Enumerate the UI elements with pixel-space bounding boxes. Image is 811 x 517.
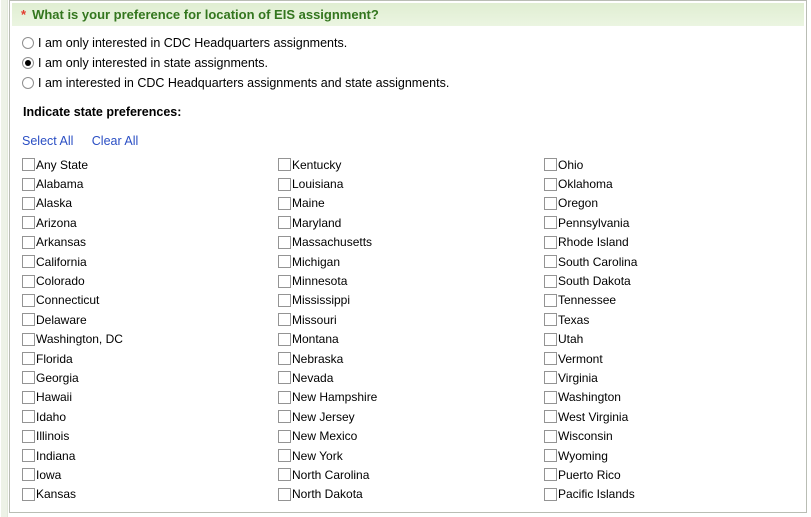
state-checkbox[interactable] <box>278 236 291 249</box>
state-checkbox-item[interactable] <box>22 252 278 271</box>
state-checkbox-label: Florida <box>36 351 73 366</box>
state-checkbox-label: Washington <box>558 390 621 405</box>
state-checkbox-item[interactable] <box>22 349 278 368</box>
state-checkbox[interactable] <box>278 158 291 171</box>
state-checkbox-label: North Carolina <box>292 467 370 482</box>
state-checkbox[interactable] <box>544 488 557 501</box>
state-column-2 <box>278 155 544 504</box>
state-checkbox-label: Oregon <box>558 196 599 211</box>
state-checkbox-item[interactable] <box>278 213 544 232</box>
state-checkbox-label: Wyoming <box>558 448 608 463</box>
state-checkbox[interactable] <box>544 430 557 443</box>
state-checkbox-label: North Dakota <box>292 487 363 502</box>
state-checkbox-label: Maryland <box>292 215 342 230</box>
radio-button[interactable] <box>22 77 34 89</box>
state-checkbox-item[interactable] <box>278 426 544 445</box>
state-checkbox-item[interactable] <box>278 252 544 271</box>
radio-button[interactable] <box>22 37 34 49</box>
state-checkbox[interactable] <box>544 294 557 307</box>
state-checkbox[interactable] <box>544 197 557 210</box>
state-checkbox-label: Washington, DC <box>36 332 123 347</box>
state-checkbox-label: Hawaii <box>36 390 73 405</box>
state-checkbox-label: New Jersey <box>292 409 355 424</box>
state-checkbox-label: Kansas <box>36 487 77 502</box>
state-checkbox-item[interactable] <box>22 330 278 349</box>
state-checkbox-item[interactable] <box>22 271 278 290</box>
state-checkbox-item[interactable] <box>278 310 544 329</box>
radio-button[interactable] <box>22 57 34 69</box>
state-checkbox-item[interactable] <box>544 291 794 310</box>
state-checkbox-item[interactable] <box>544 155 794 174</box>
state-checkbox[interactable] <box>22 468 35 481</box>
page-left-strip <box>1 0 8 517</box>
state-checkbox-item[interactable] <box>544 349 794 368</box>
state-checkbox[interactable] <box>22 313 35 326</box>
state-checkbox-item[interactable] <box>278 194 544 213</box>
state-checkbox-label: Montana <box>292 332 339 347</box>
state-checkbox[interactable] <box>22 178 35 191</box>
state-checkbox-item[interactable] <box>544 465 794 484</box>
state-checkbox[interactable] <box>544 352 557 365</box>
state-column-3 <box>544 155 794 504</box>
state-checkbox[interactable] <box>544 255 557 268</box>
state-checkbox-label: Any State <box>36 157 89 172</box>
state-checkbox-item[interactable] <box>278 233 544 252</box>
state-checkbox-label: West Virginia <box>558 409 629 424</box>
state-checkbox-label: South Carolina <box>558 254 638 269</box>
state-checkbox[interactable] <box>544 158 557 171</box>
state-checkbox-label: Massachusetts <box>292 235 373 250</box>
state-checkbox-item[interactable] <box>278 271 544 290</box>
state-checkbox[interactable] <box>22 410 35 423</box>
state-checkbox-item[interactable] <box>278 349 544 368</box>
clear-all-link[interactable]: Clear All <box>91 134 139 148</box>
radio-option-row[interactable] <box>22 33 806 53</box>
eis-assignment-preference-panel <box>9 0 807 513</box>
question-text: What is your preference for location of EIS assignment? <box>32 7 379 22</box>
radio-option-row[interactable] <box>22 73 806 93</box>
state-checkbox-label: Wisconsin <box>558 429 613 444</box>
state-checkbox[interactable] <box>278 449 291 462</box>
question-header <box>12 3 804 26</box>
state-checkbox-item[interactable] <box>544 174 794 193</box>
state-checkbox-label: Oklahoma <box>558 177 613 192</box>
state-checkbox-label: Virginia <box>558 370 598 385</box>
state-checkbox[interactable] <box>544 313 557 326</box>
state-checkbox-item[interactable] <box>544 426 794 445</box>
state-checkbox[interactable] <box>278 410 291 423</box>
state-checkbox-item[interactable] <box>22 388 278 407</box>
state-checkbox-item[interactable] <box>22 155 278 174</box>
state-checkbox-label: Alaska <box>36 196 73 211</box>
state-checkbox[interactable] <box>278 468 291 481</box>
state-checkbox[interactable] <box>544 371 557 384</box>
state-checkbox-label: Nevada <box>292 370 334 385</box>
state-checkbox-item[interactable] <box>278 368 544 387</box>
state-checkbox-item[interactable] <box>544 446 794 465</box>
state-checkbox-label: Delaware <box>36 312 87 327</box>
state-checkbox-label: Pacific Islands <box>558 487 635 502</box>
state-checkbox-label: Minnesota <box>292 274 348 289</box>
indicate-state-preferences-heading: Indicate state preferences: <box>23 105 182 119</box>
state-checkbox-item[interactable] <box>544 233 794 252</box>
state-checkbox-item[interactable] <box>278 330 544 349</box>
state-checkbox[interactable] <box>278 216 291 229</box>
state-checkbox-label: Kentucky <box>292 157 342 172</box>
assignment-preference-radio-group <box>22 33 806 93</box>
state-checkbox-label: New Mexico <box>292 429 358 444</box>
radio-option-row[interactable] <box>22 53 806 73</box>
state-checkbox-label: Missouri <box>292 312 337 327</box>
state-checkbox[interactable] <box>544 410 557 423</box>
state-checkbox-label: Arkansas <box>36 235 87 250</box>
state-checkbox-label: Idaho <box>36 409 67 424</box>
state-checkbox-label: Vermont <box>558 351 603 366</box>
state-checkbox[interactable] <box>22 294 35 307</box>
state-checkbox-item[interactable] <box>544 388 794 407</box>
state-checkbox-item[interactable] <box>278 465 544 484</box>
state-checkbox-label: Michigan <box>292 254 341 269</box>
state-checkbox-item[interactable] <box>278 174 544 193</box>
state-checkbox-item[interactable] <box>22 194 278 213</box>
state-checkbox-label: New Hampshire <box>292 390 378 405</box>
state-checkbox[interactable] <box>278 488 291 501</box>
state-checkbox[interactable] <box>278 313 291 326</box>
state-checkbox-item[interactable] <box>278 485 544 504</box>
state-checkbox[interactable] <box>22 197 35 210</box>
state-checkbox-item[interactable] <box>278 446 544 465</box>
required-asterisk: * <box>21 7 27 22</box>
state-checkbox-item[interactable] <box>22 310 278 329</box>
state-checkbox-item[interactable] <box>544 330 794 349</box>
state-checkbox-item[interactable] <box>22 291 278 310</box>
state-checkbox[interactable] <box>278 391 291 404</box>
state-checkbox-label: Iowa <box>36 467 62 482</box>
state-checkbox[interactable] <box>278 352 291 365</box>
state-checkbox[interactable] <box>22 371 35 384</box>
state-checkbox-item[interactable] <box>544 485 794 504</box>
state-checkbox-label: Georgia <box>36 370 79 385</box>
state-checkbox[interactable] <box>22 333 35 346</box>
state-checkbox[interactable] <box>22 216 35 229</box>
state-checkbox[interactable] <box>278 371 291 384</box>
state-checkbox-label: Colorado <box>36 274 85 289</box>
state-checkbox-label: Utah <box>558 332 584 347</box>
state-checkbox-label: Ohio <box>558 157 584 172</box>
state-checkbox[interactable] <box>278 430 291 443</box>
radio-option-label: I am only interested in state assignments. <box>38 56 268 70</box>
state-checkbox-label: Arizona <box>36 215 77 230</box>
state-checkbox[interactable] <box>544 178 557 191</box>
state-checkbox-item[interactable] <box>544 310 794 329</box>
state-checkbox[interactable] <box>544 449 557 462</box>
state-checkbox-label: Nebraska <box>292 351 344 366</box>
state-checkbox-item[interactable] <box>22 368 278 387</box>
state-checkbox-item[interactable] <box>544 194 794 213</box>
state-checkbox-item[interactable] <box>278 388 544 407</box>
state-checkbox[interactable] <box>22 488 35 501</box>
state-checkbox[interactable] <box>544 216 557 229</box>
state-checkbox-label: Texas <box>558 312 590 327</box>
state-checkbox-grid <box>22 155 806 504</box>
state-checkbox[interactable] <box>544 391 557 404</box>
state-checkbox-label: Alabama <box>36 177 84 192</box>
state-checkbox-item[interactable] <box>544 271 794 290</box>
state-checkbox-item[interactable] <box>22 407 278 426</box>
state-checkbox[interactable] <box>22 236 35 249</box>
state-checkbox[interactable] <box>22 391 35 404</box>
state-checkbox[interactable] <box>278 255 291 268</box>
state-checkbox[interactable] <box>278 333 291 346</box>
state-checkbox-label: Louisiana <box>292 177 344 192</box>
state-checkbox-item[interactable] <box>544 407 794 426</box>
state-checkbox[interactable] <box>544 468 557 481</box>
state-checkbox-label: Rhode Island <box>558 235 629 250</box>
state-checkbox-item[interactable] <box>22 213 278 232</box>
state-checkbox-label: Maine <box>292 196 325 211</box>
radio-option-label: I am only interested in CDC Headquarters assignments. <box>38 36 348 50</box>
state-checkbox-item[interactable] <box>544 213 794 232</box>
state-checkbox[interactable] <box>544 333 557 346</box>
state-checkbox-label: Mississippi <box>292 293 351 308</box>
state-checkbox-item[interactable] <box>278 407 544 426</box>
select-clear-links <box>22 134 806 149</box>
state-checkbox-label: Pennsylvania <box>558 215 630 230</box>
state-checkbox[interactable] <box>544 236 557 249</box>
state-checkbox-item[interactable] <box>22 426 278 445</box>
state-checkbox[interactable] <box>278 197 291 210</box>
state-checkbox[interactable] <box>278 275 291 288</box>
state-checkbox[interactable] <box>22 449 35 462</box>
state-checkbox-item[interactable] <box>278 291 544 310</box>
state-checkbox-item[interactable] <box>544 368 794 387</box>
state-checkbox[interactable] <box>22 158 35 171</box>
state-checkbox-item[interactable] <box>22 446 278 465</box>
state-checkbox[interactable] <box>544 275 557 288</box>
state-checkbox-item[interactable] <box>22 174 278 193</box>
state-checkbox-label: Connecticut <box>36 293 100 308</box>
state-checkbox-label: Illinois <box>36 429 70 444</box>
state-checkbox[interactable] <box>22 255 35 268</box>
state-checkbox[interactable] <box>22 352 35 365</box>
radio-option-label: I am interested in CDC Headquarters assignments and state assignments. <box>38 76 450 90</box>
state-checkbox-item[interactable] <box>22 233 278 252</box>
state-checkbox[interactable] <box>22 275 35 288</box>
state-checkbox[interactable] <box>278 294 291 307</box>
state-checkbox-label: Indiana <box>36 448 76 463</box>
state-column-1 <box>22 155 278 504</box>
state-checkbox-label: South Dakota <box>558 274 631 289</box>
state-checkbox-label: California <box>36 254 87 269</box>
state-checkbox-item[interactable] <box>278 155 544 174</box>
state-checkbox[interactable] <box>278 178 291 191</box>
state-checkbox-item[interactable] <box>22 485 278 504</box>
state-checkbox[interactable] <box>22 430 35 443</box>
state-checkbox-item[interactable] <box>22 465 278 484</box>
state-checkbox-label: New York <box>292 448 343 463</box>
select-all-link[interactable]: Select All <box>22 134 74 148</box>
state-checkbox-label: Puerto Rico <box>558 467 621 482</box>
state-checkbox-label: Tennessee <box>558 293 617 308</box>
state-checkbox-item[interactable] <box>544 252 794 271</box>
